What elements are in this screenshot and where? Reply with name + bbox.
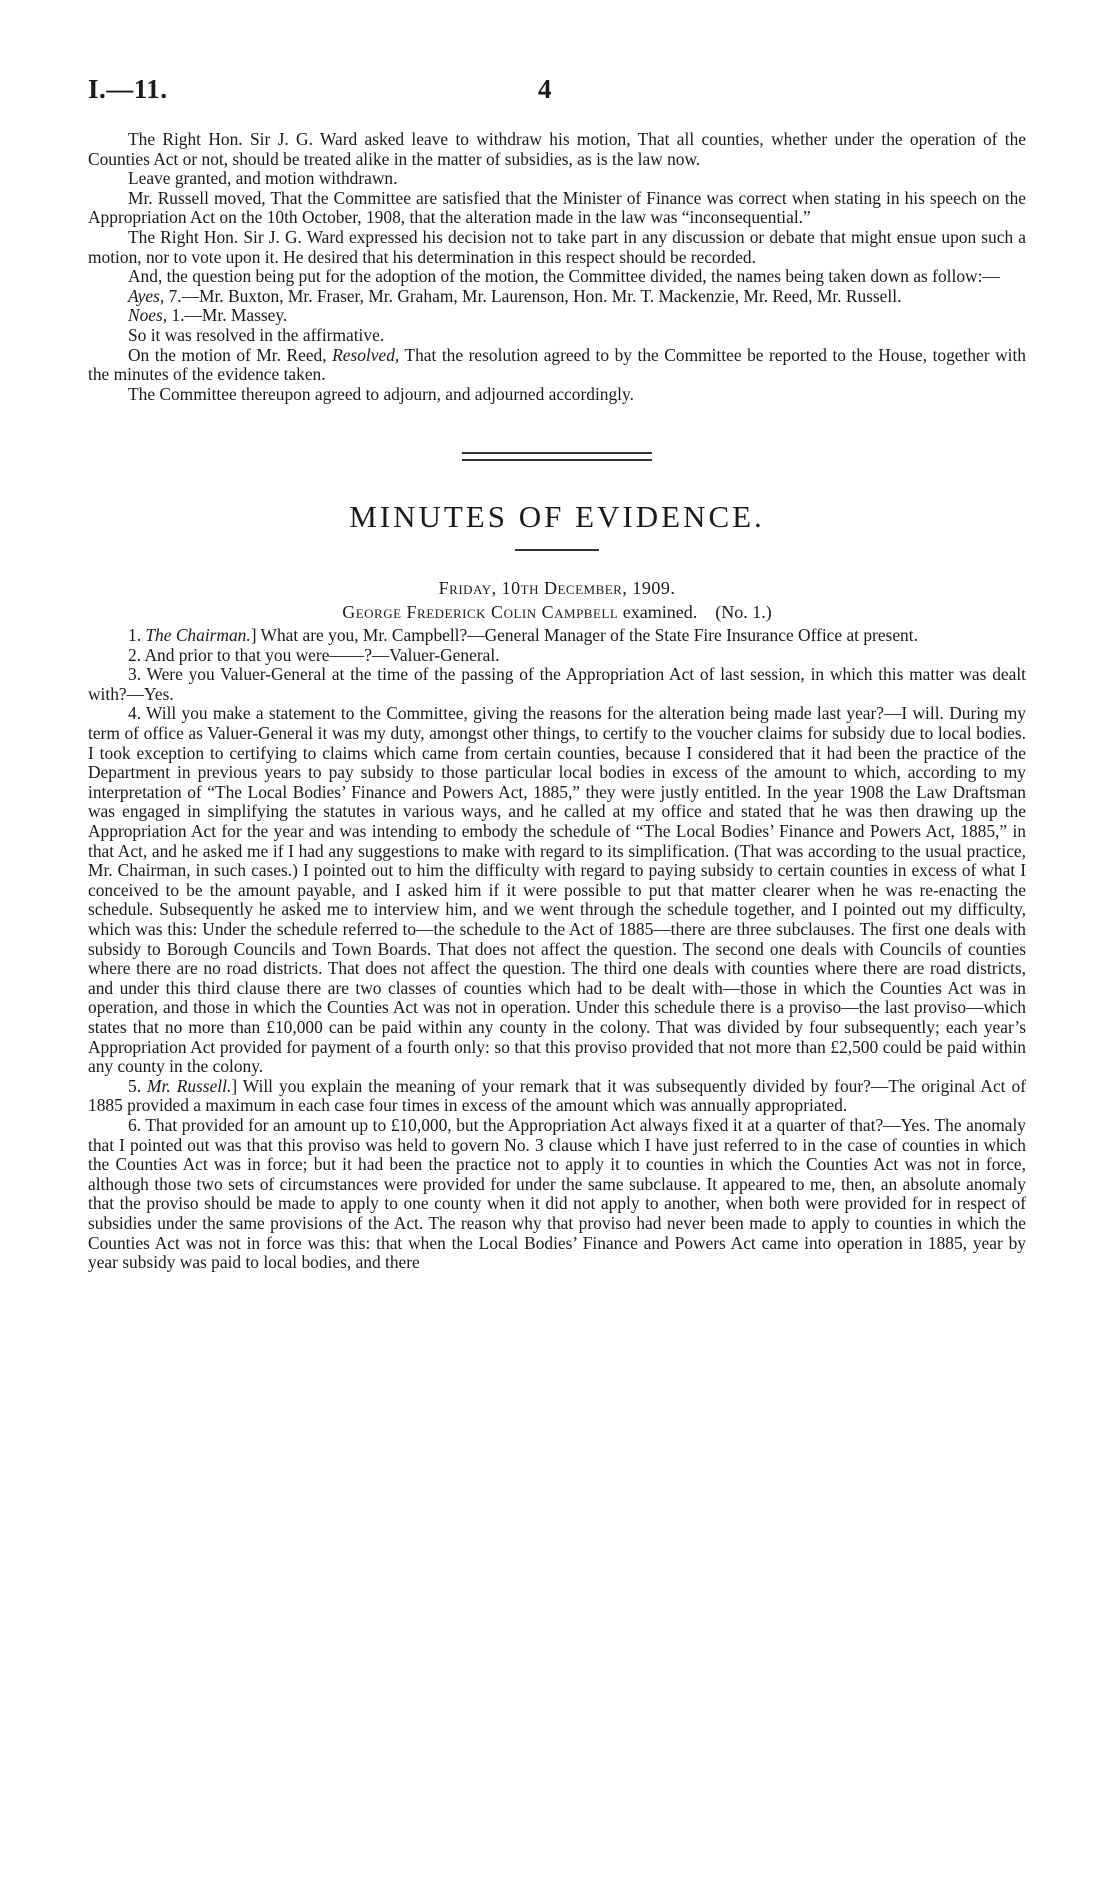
resolution-result: So it was resolved in the affirmative. <box>128 324 385 345</box>
question-number: 2. <box>128 644 145 665</box>
double-rule <box>462 452 652 461</box>
question-speaker: The Chairman. <box>145 625 251 646</box>
question-number: 1. <box>128 625 146 646</box>
proceedings-paragraph: Leave granted, and motion withdrawn. <box>128 168 398 189</box>
question-paragraph <box>88 1077 1026 1116</box>
question-paragraph <box>88 626 1026 646</box>
question-number: 6. <box>128 1114 146 1135</box>
adjournment-note: The Committee thereupon agreed to adjourn, and adjourned accordingly. <box>128 383 634 404</box>
proceedings-paragraph: The Right Hon. Sir J. G. Ward expressed his decision not to take part in any discussion or debate that might ensue upon such a motion, nor to vote upon it. He desired that his determination in this respect should be recorded. <box>88 226 1026 267</box>
noes-line <box>88 306 1026 326</box>
question-number: 3. <box>128 664 147 685</box>
question-text: ] Will you explain the meaning of your remark that it was subsequently divided by four?—The original Act of 1885 provided a maximum in each case four times in excess of the amount which was annually appropriated. <box>88 1075 1027 1116</box>
witness-line <box>88 603 1026 623</box>
noes-names: 1.—Mr. Massey. <box>167 305 288 326</box>
question-paragraph <box>88 646 1026 666</box>
question-paragraph <box>88 665 1026 704</box>
section-divider <box>88 452 1026 461</box>
question-text: Will you make a statement to the Committee, giving the reasons for the alteration being made last year?—I will. During my term of office as Valuer-General it was my duty, amongst other things, to certify to the voucher claims for subsidy due to local bodies. I took exception to certifying to claims which came from certain counties, because I considered that it had been the practice of the Department in previous years to pay subsidy to those particular local bodies in excess of the amount to which, according to my interpretation of “The Local Bodies’ Finance and Powers Act, 1885,” they were justly entitled. In the year 1908 the Law Draftsman was engaged in simplifying the statutes in various ways, and he called at my office and stated that he was then drawing up the Appropriation Act for the year and was intending to embody the schedule of “The Local Bodies’ Finance and Powers Act, 1885,” in that Act, and he asked me if I had any suggestions to make with regard to its simplification. (That was according to the usual practice, Mr. Chairman, in such cases.) I pointed out to him the difficulty with regard to paying subsidy to certain counties in excess of what I conceived to be the amount payable, and I asked him if it were possible to put that matter clearer when he was re-enacting the schedule. Subsequently he asked me to interview him, and we went through the schedule together, and I pointed out my difficulty, which was this: Under the schedule referred to—the schedule to the Act of 1885—there are three subclauses. The first one deals with subsidy to Borough Councils and Town Boards. That does not affect the question. The second one deals with Councils of counties where there are no road districts. That does not affect the question. The third one deals with counties where there are road districts, and under this third clause there are two classes of counties which had to be dealt with—those in which the Counties Act was in operation, and those in which the Counties Act was not in operation. Under this schedule there is a proviso—the last proviso—which states that no more than £10,000 can be paid within any county in the colony. That was divided by four subsequently; each year’s Appropriation Act provided for payment of a fourth only: so that this proviso provided that not more than £2,500 could be paid within any county in the colony. <box>88 703 1026 1077</box>
page-number: 4 <box>538 74 552 104</box>
question-text: And prior to that you were——?—Valuer-General. <box>144 644 500 665</box>
proceedings-paragraph: And, the question being put for the adoption of the motion, the Committee divided, the names being taken down as follow:— <box>128 266 1000 287</box>
question-text: ] What are you, Mr. Campbell?—General Manager of the State Fire Insurance Office at present. <box>250 625 918 646</box>
hearing-date: Friday, 10th December, 1909. <box>438 577 676 598</box>
question-paragraph <box>88 1116 1026 1273</box>
question-text: Were you Valuer-General at the time of the passing of the Appropriation Act of last session, in which this matter was dealt with?—Yes. <box>88 664 1027 704</box>
page-content <box>88 130 1026 1273</box>
evidence-questions <box>88 626 1026 1273</box>
resolved-word: Resolved, <box>332 344 400 365</box>
reed-motion-intro: On the motion of Mr. Reed, <box>128 344 333 365</box>
noes-label: Noes, <box>128 305 168 326</box>
question-number: 5. <box>128 1075 148 1096</box>
reed-motion-text: That the resolution agreed to by the Committee be reported to the House, together with the minutes of the evidence taken. <box>88 344 1027 385</box>
ayes-line <box>88 287 1026 307</box>
ayes-names: 7.—Mr. Buxton, Mr. Fraser, Mr. Graham, Mr. Laurenson, Hon. Mr. T. Mackenzie, Mr. Reed, Mr. Russell. <box>164 285 902 306</box>
witness-suffix: examined. (No. 1.) <box>618 601 772 622</box>
title-underline <box>515 549 599 551</box>
reed-motion <box>88 346 1026 385</box>
section-title: MINUTES OF EVIDENCE. <box>349 499 765 535</box>
witness-name: George Frederick Colin Campbell <box>342 601 619 622</box>
document-reference: I.—11. <box>88 74 168 104</box>
question-number: 4. <box>128 703 147 724</box>
page-header <box>88 74 1026 114</box>
proceedings-paragraph: The Right Hon. Sir J. G. Ward asked leave to withdraw his motion, That all counties, whether under the operation of the Counties Act or not, should be treated alike in the matter of subsidies, as is the law now. <box>88 129 1026 169</box>
proceedings-paragraph: Mr. Russell moved, That the Committee are satisfied that the Minister of Finance was correct when stating in his speech on the Appropriation Act on the 10th October, 1908, that the alteration made in the law was “inconsequential.” <box>88 187 1026 228</box>
question-paragraph <box>88 704 1026 1076</box>
question-speaker: Mr. Russell. <box>147 1075 232 1096</box>
question-text: That provided for an amount up to £10,000, but the Appropriation Act always fixed it at a quarter of that?—Yes. The anomaly that I pointed out was that this proviso was held to govern No. 3 clause which I have just referred to in the case of counties in which the Counties Act was in force; but it had been the practice not to apply it to counties in which the Counties Act was not in force, although those two sets of circumstances were provided for under the same subclause. It appeared to me, then, an absolute anomaly that the proviso should be made to apply to one county when it did not apply to another, when both were provided for in respect of subsidies under the same provisions of the Act. The reason why that proviso had never been made to apply to counties in which the Counties Act was not in force was this: that when the Local Bodies’ Finance and Powers Act came into operation in 1885, year by year subsidy was paid to local bodies, and there <box>88 1114 1026 1273</box>
ayes-label: Ayes, <box>128 285 165 306</box>
